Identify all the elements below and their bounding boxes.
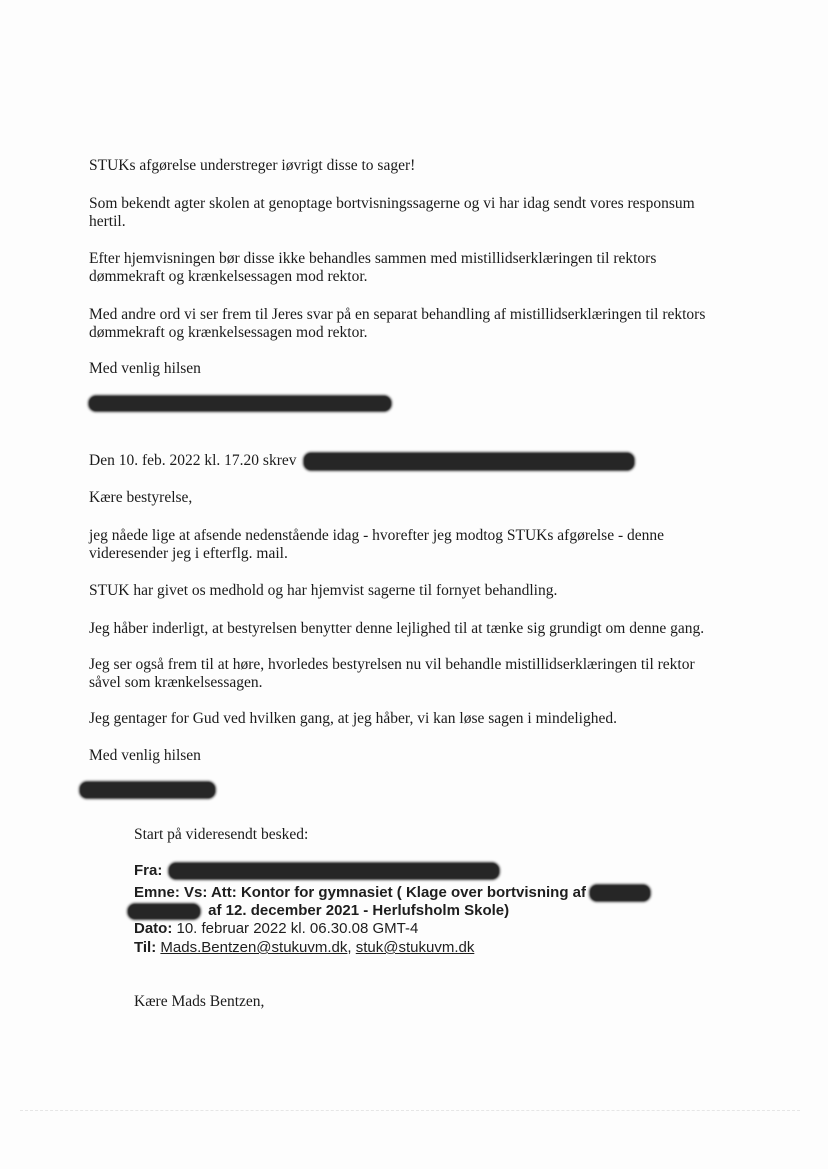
to-email-stuk-link[interactable]: stuk@stukuvm.dk xyxy=(355,939,475,956)
to-label: Til: xyxy=(134,939,157,956)
letter-paragraph-3: Efter hjemvisningen bør disse ikke behandles sammen med mistillidserklæringen til rektors dømmekraft og krænkelsessagen mod rektor. xyxy=(89,250,657,285)
date-value: 10. februar 2022 kl. 06.30.08 GMT-4 xyxy=(176,920,419,937)
to-separator: , xyxy=(347,939,352,956)
quoted-intro-line xyxy=(89,452,749,470)
subject-line-2: af 12. december 2021 - Herlufsholm Skole) xyxy=(208,902,510,919)
redacted-subject-name xyxy=(590,885,650,901)
subject-line-1: Vs: Att: Kontor for gymnasiet ( Klage over bortvisning af xyxy=(184,884,586,901)
quoted-intro-text: Den 10. feb. 2022 kl. 17.20 skrev xyxy=(89,452,297,469)
letter-paragraph-2: Som bekendt agter skolen at genoptage bortvisningssagerne og vi har idag sendt vores responsum hertil. xyxy=(89,195,695,230)
redacted-subject-name-2 xyxy=(128,904,200,919)
forwarded-from-row xyxy=(134,862,754,880)
from-label: Fra: xyxy=(134,862,163,879)
to-email-mads-link[interactable]: Mads.Bentzen@stukuvm.dk xyxy=(160,939,348,956)
quoted-paragraph-1: jeg nåede lige at afsende nedenstående idag - hvorefter jeg modtog STUKs afgørelse - denne videresender jeg i efterflg. mail. xyxy=(89,527,664,562)
quoted-greeting: Kære bestyrelse, xyxy=(89,489,193,506)
forwarded-date-row xyxy=(134,920,754,938)
redacted-from-address xyxy=(169,863,499,879)
quoted-paragraph-4: Jeg ser også frem til at høre, hvorledes bestyrelsen nu vil behandle mistillidserklæringen til rektor såvel som krænkelsessagen. xyxy=(89,656,695,691)
redacted-sender xyxy=(304,453,634,470)
quoted-paragraph-5: Jeg gentager for Gud ved hvilken gang, at jeg håber, vi kan løse sagen i mindelighed. xyxy=(89,710,617,727)
forwarded-header: Start på videresendt besked: xyxy=(134,826,309,843)
letter-paragraph-1: STUKs afgørelse understreger iøvrigt disse to sager! xyxy=(89,157,416,174)
forwarded-to-row xyxy=(134,939,754,957)
forwarded-greeting: Kære Mads Bentzen, xyxy=(134,993,265,1010)
quoted-closing: Med venlig hilsen xyxy=(89,747,201,764)
date-label: Dato: xyxy=(134,920,173,937)
quoted-paragraph-2: STUK har givet os medhold og har hjemvist sagerne til fornyet behandling. xyxy=(89,582,558,599)
redacted-signature xyxy=(89,396,391,411)
scan-artifact-line xyxy=(20,1110,800,1112)
forwarded-subject-row xyxy=(134,884,754,902)
subject-label: Emne: xyxy=(134,884,180,901)
letter-closing: Med venlig hilsen xyxy=(89,360,201,377)
quoted-paragraph-3: Jeg håber inderligt, at bestyrelsen benytter denne lejlighed til at tænke sig grundigt om denne gang. xyxy=(89,620,705,637)
redacted-quoted-signature xyxy=(80,782,215,798)
forwarded-subject-row-2 xyxy=(128,902,748,920)
letter-paragraph-4: Med andre ord vi ser frem til Jeres svar på en separat behandling af mistillidserklæringen til rektors dømmekraft og krænkelsessagen mod rektor. xyxy=(89,306,706,341)
